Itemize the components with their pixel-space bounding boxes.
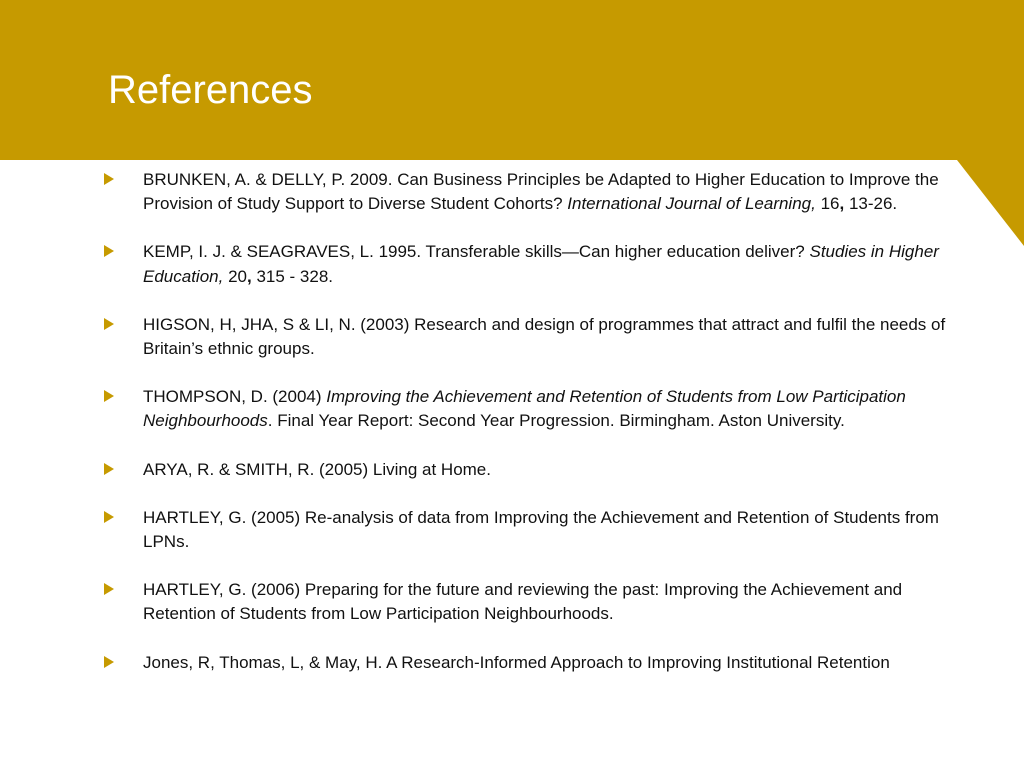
reference-italic-segment: International Journal of Learning, xyxy=(567,194,816,214)
bullet-arrow-icon xyxy=(104,583,114,595)
reference-text xyxy=(143,242,939,285)
reference-segment: 20 xyxy=(223,266,247,286)
reference-text xyxy=(143,460,491,479)
reference-item xyxy=(100,313,960,361)
reference-bold-segment: , xyxy=(246,266,252,286)
reference-item xyxy=(100,385,960,433)
reference-italic-segment: Improving the Achievement and Retention of Students from Low Participation Neighbourhoods xyxy=(143,387,906,431)
reference-segment: THOMPSON, D. (2004) xyxy=(143,387,327,407)
bullet-arrow-icon xyxy=(104,511,114,523)
reference-segment: Jones, R, Thomas, L, & May, H. A Research-Informed Approach to Improving Institutional Retention xyxy=(143,652,890,672)
reference-bold-segment: , xyxy=(839,194,845,214)
reference-segment: HARTLEY, G. (2006) Preparing for the future and reviewing the past: Improving the Achievement and Retention of Students from Low Participation Neighbourhoods. xyxy=(143,580,903,624)
reference-text xyxy=(143,170,939,213)
reference-segment: . Final Year Report: Second Year Progression. Birmingham. Aston University. xyxy=(267,411,845,431)
bullet-arrow-icon xyxy=(104,173,114,185)
reference-text xyxy=(143,387,906,430)
reference-segment: KEMP, I. J. & SEAGRAVES, L. 1995. Transferable skills—Can higher education deliver? xyxy=(143,242,810,262)
reference-segment: 13-26. xyxy=(844,194,898,214)
slide-title: References xyxy=(108,68,313,112)
reference-italic-segment: Studies in Higher Education, xyxy=(143,242,939,286)
bullet-arrow-icon xyxy=(104,390,114,402)
reference-segment: 315 - 328. xyxy=(251,266,333,286)
reference-segment: HARTLEY, G. (2005) Re-analysis of data from Improving the Achievement and Retention of Students from LPNs. xyxy=(143,507,939,552)
reference-text xyxy=(143,580,902,623)
bullet-arrow-icon xyxy=(104,463,114,475)
reference-item xyxy=(100,651,960,675)
reference-text xyxy=(143,653,890,672)
reference-list xyxy=(100,168,960,675)
reference-text xyxy=(143,508,939,551)
bullet-arrow-icon xyxy=(104,245,114,257)
reference-segment: BRUNKEN, A. & DELLY, P. 2009. Can Business Principles be Adapted to Higher Education to Improve the Provision of Study Support to Diverse Student Cohorts? xyxy=(143,170,939,214)
reference-segment: HIGSON, H, JHA, S & LI, N. (2003) Research and design of programmes that attract and fulfil the needs of Britain’s ethnic groups. xyxy=(143,314,946,359)
reference-item xyxy=(100,578,960,626)
reference-segment: ARYA, R. & SMITH, R. (2005) Living at Home. xyxy=(143,459,491,479)
reference-segment: 16 xyxy=(815,194,840,214)
bullet-arrow-icon xyxy=(104,318,114,330)
reference-item xyxy=(100,506,960,554)
reference-text xyxy=(143,315,945,358)
reference-item xyxy=(100,168,960,216)
reference-item xyxy=(100,240,960,288)
reference-item xyxy=(100,458,960,482)
bullet-arrow-icon xyxy=(104,656,114,668)
